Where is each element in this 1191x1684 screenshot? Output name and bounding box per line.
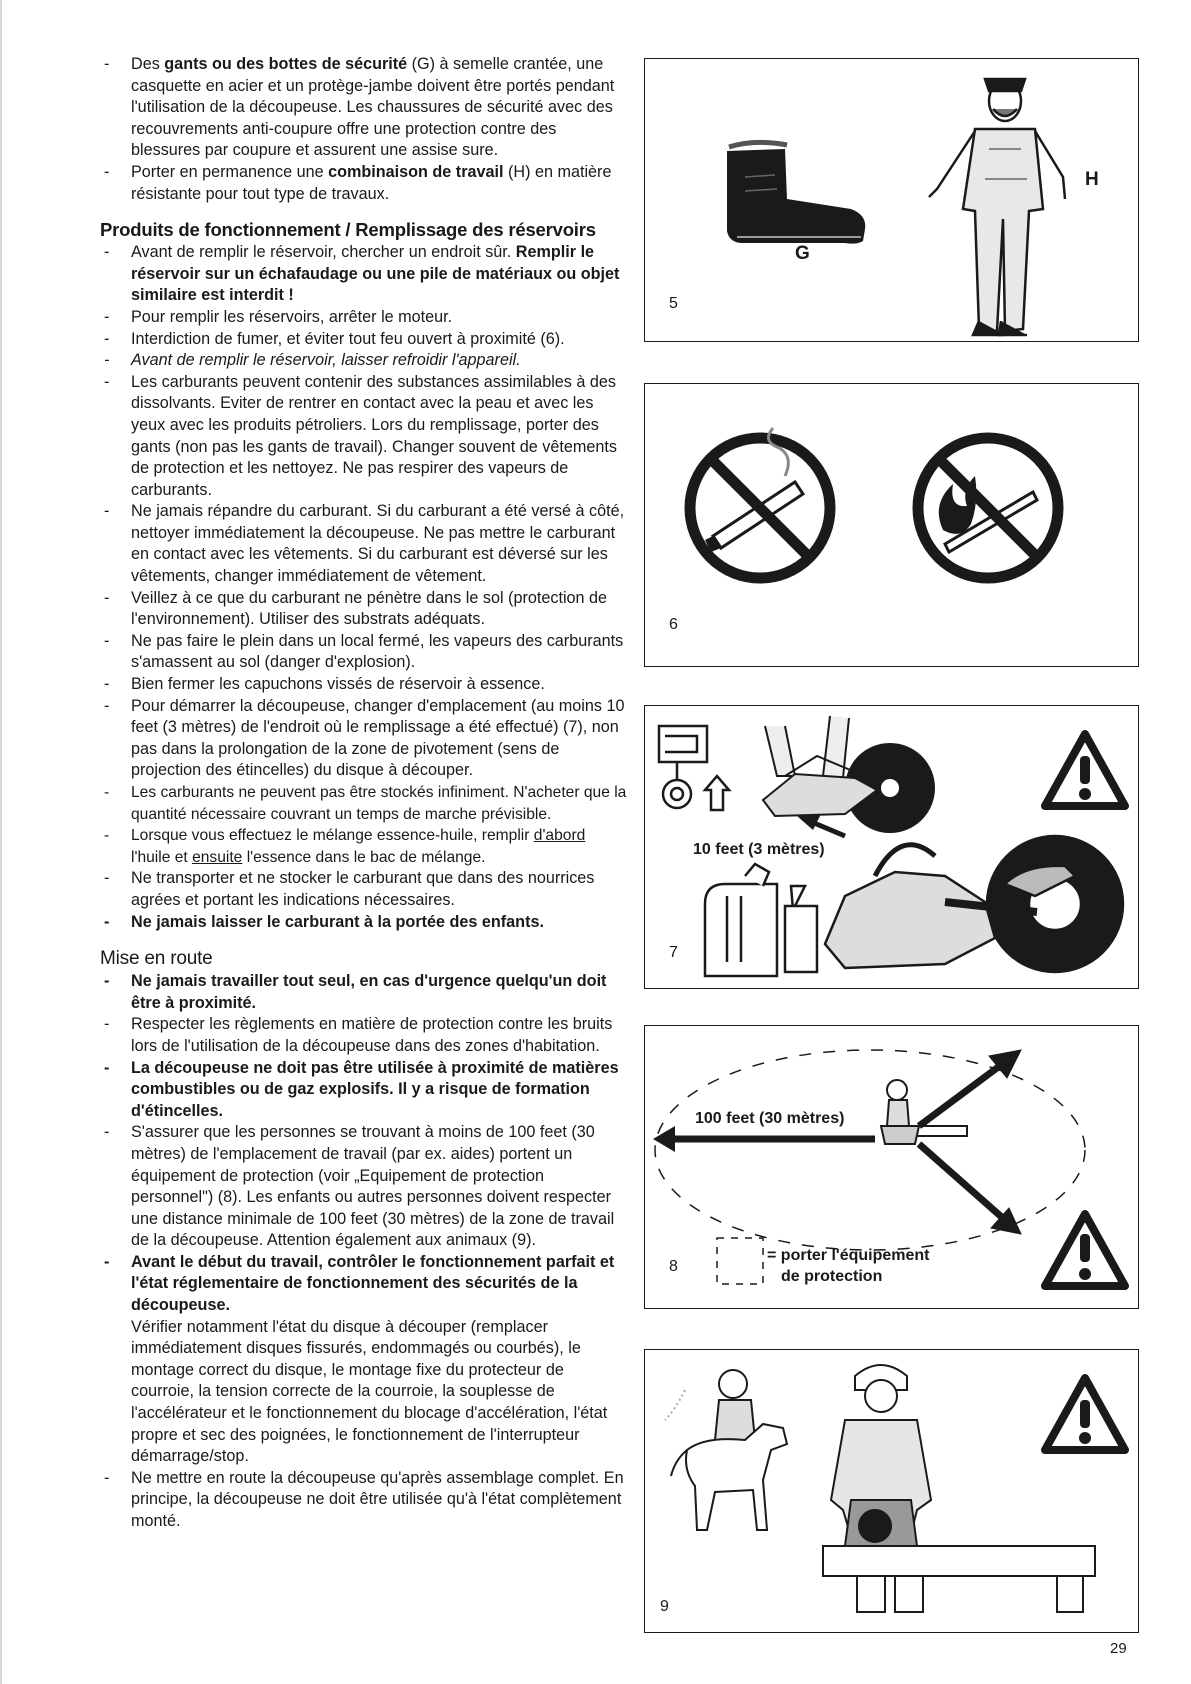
bullet-fuel-4: - Avant de remplir le réservoir, laisser refroidir l'appareil. — [100, 350, 627, 372]
page-edge — [0, 0, 2, 1684]
bullet-fuel-12: - Lorsque vous effectuez le mélange essence-huile, remplir d'abord l'huile et ensuite l'essence dans le bac de mélange. — [100, 825, 627, 868]
figure-7-number: 7 — [669, 944, 678, 961]
bullet-fuel-5: - Les carburants peuvent contenir des substances assimilables à des dissolvants. Eviter de rentrer en contact avec la peau et avec les yeux avec les produits pétroliers. Lors du remplissage, porter des gants (non pas les gants de travail). Changer souvent de vêtements de protection et les nettoyez. Ne pas respirer des vapeurs de carburants. — [100, 372, 627, 502]
bullet-start-5-detail: Vérifier notamment l'état du disque à découper (remplacer immédiatement disques fissurés, endommagés ou courbés), le montage correct du disque, le montage fixe du protecteur de courroie, la tension correcte de la courroie, la souplesse de l'accélérateur et le fonctionnement du blocage d'accélération, l'état propre et sec des poignées, le fonctionnement de l'interrupteur démarrage/stop. — [131, 1317, 608, 1466]
bullet-start-6: - Ne mettre en route la découpeuse qu'après assemblage complet. En principe, la découpeuse ne doit être utilisée qu'à l'état complètement monté. — [100, 1468, 627, 1533]
bullet-fuel-2: - Pour remplir les réservoirs, arrêter le moteur. — [100, 307, 627, 329]
bullet-fuel-14: - Ne jamais laisser le carburant à la portée des enfants. — [100, 912, 627, 934]
figure-9-number: 9 — [660, 1598, 669, 1615]
bullet-start-4: - S'assurer que les personnes se trouvant à moins de 100 feet (30 mètres) de l'emplacement de travail (par ex. aides) portent un équipement de protection (voir „Equipement de protection personnel") (8). Les enfants ou autres personnes doivent respecter une distance minimale de 100 feet (30 mètres) de la zone de travail de la découpeuse. Attention également aux animaux (9). — [100, 1122, 627, 1252]
warning-triangle-icon — [1045, 1378, 1125, 1450]
bullet-fuel-1: - Avant de remplir le réservoir, chercher un endroit sûr. Remplir le réservoir sur un échafaudage ou une pile de matériaux ou objet similaire est interdit ! — [100, 242, 627, 307]
figure-8-legend-line-1: = porter l'équipement — [767, 1247, 930, 1264]
workbench-icon — [823, 1546, 1095, 1612]
distance-arrow-icon — [797, 814, 845, 836]
bullet-fuel-8: - Ne pas faire le plein dans un local fermé, les vapeurs des carburants s'amassent au sol (danger d'explosion). — [100, 631, 627, 674]
text-column — [100, 54, 627, 1533]
figure-6-number: 6 — [669, 616, 678, 633]
protection-zone-legend-icon — [717, 1238, 763, 1284]
figure-5-label-h: H — [1085, 169, 1099, 190]
heading-start: Mise en route — [100, 948, 213, 970]
heading-fuel: Produits de fonctionnement / Remplissage des réservoirs — [100, 219, 596, 241]
figure-8 — [644, 1025, 1139, 1309]
worker-with-helmet-icon — [831, 1365, 931, 1550]
figure-7 — [644, 705, 1139, 989]
operator-with-saw-icon — [881, 1080, 967, 1144]
bullet-workwear: - Porter en permanence une combinaison de travail (H) en matière résistante pour tout type de travaux. — [100, 162, 627, 205]
radius-arrow-icon — [653, 1126, 875, 1152]
fuel-canister-icon — [705, 864, 817, 976]
safety-boot-icon — [727, 142, 865, 243]
warning-triangle-icon — [1045, 734, 1125, 806]
figure-5 — [644, 58, 1139, 342]
warning-triangle-icon — [1045, 1214, 1125, 1286]
dog-icon — [671, 1424, 787, 1530]
child-icon — [665, 1370, 755, 1440]
page-number: 29 — [1110, 1640, 1127, 1657]
bullet-start-2: - Respecter les règlements en matière de protection contre les bruits lors de l'utilisation de la découpeuse dans des zones d'habitation. — [100, 1014, 627, 1057]
bullet-fuel-11: - Les carburants ne peuvent pas être stockés infiniment. N'acheter que la quantité nécessaire couvrant un temps de marche prévisible. — [100, 782, 627, 825]
no-open-flame-icon — [918, 438, 1058, 578]
bullet-fuel-10: - Pour démarrer la découpeuse, changer d'emplacement (au moins 10 feet (3 mètres) de l'endroit où le remplissage a été effectué) (7), non pas dans la prolongation de la zone de pivotement (sens de projection des étincelles) du disque à découper. — [100, 696, 627, 782]
bullet-fuel-13: - Ne transporter et ne stocker le carburant que dans des nourrices agrées et portant les indications nécessaires. — [100, 868, 627, 911]
figure-8-distance-label: 100 feet (30 mètres) — [695, 1110, 845, 1127]
bullet-start-1: - Ne jamais travailler tout seul, en cas d'urgence quelqu'un doit être à proximité. — [100, 971, 627, 1014]
figure-8-number: 8 — [669, 1258, 678, 1275]
bullet-start-5: - Avant le début du travail, contrôler le fonctionnement parfait et l'état réglementaire de fonctionnement des sécurités de la découpeuse. — [100, 1252, 627, 1317]
no-smoking-icon — [690, 428, 830, 578]
bullet-start-3: - La découpeuse ne doit pas être utilisée à proximité de matières combustibles ou de gaz explosifs. Il y a risque de formation d'étincelles. — [100, 1058, 627, 1123]
figure-6 — [644, 383, 1139, 667]
bullet-fuel-6: - Ne jamais répandre du carburant. Si du carburant a été versé à côté, nettoyer immédiatement la découpeuse. Ne pas mettre le carburant en contact avec les vêtements. Si du carburant est déversé sur les vêtements, changer immédiatement de vêtement. — [100, 501, 627, 587]
bullet-fuel-3: - Interdiction de fumer, et éviter tout feu ouvert à proximité (6). — [100, 329, 627, 351]
safety-zone-ellipse-icon — [655, 1050, 1085, 1250]
cut-off-saw-with-hands-icon — [763, 716, 934, 832]
figure-7-distance-label: 10 feet (3 mètres) — [693, 841, 825, 858]
worker-in-coverall-icon — [929, 79, 1065, 335]
stop-engine-switch-icon — [659, 726, 729, 810]
bullet-gloves-boots: - Des gants ou des bottes de sécurité (G) à semelle crantée, une casquette en acier et un protège-jambe doivent être portés pendant l'utilisation de la découpeuse. Les chaussures de sécurité avec des recouvrements anti-coupure offre une protection contre des blessures par coupure et assurent une assise sure. — [100, 54, 627, 162]
cut-off-saw-icon — [825, 836, 1123, 972]
bullet-fuel-9: - Bien fermer les capuchons vissés de réservoir à essence. — [100, 674, 627, 696]
spark-direction-arrows-icon — [919, 1050, 1021, 1234]
bullet-fuel-7: - Veillez à ce que du carburant ne pénètre dans le sol (protection de l'environnement). Utiliser des substrats adéquats. — [100, 588, 627, 631]
figure-9 — [644, 1349, 1139, 1633]
figure-5-label-g: G — [795, 243, 810, 264]
figure-8-legend-line-2: de protection — [781, 1268, 883, 1285]
figure-5-number: 5 — [669, 295, 678, 312]
